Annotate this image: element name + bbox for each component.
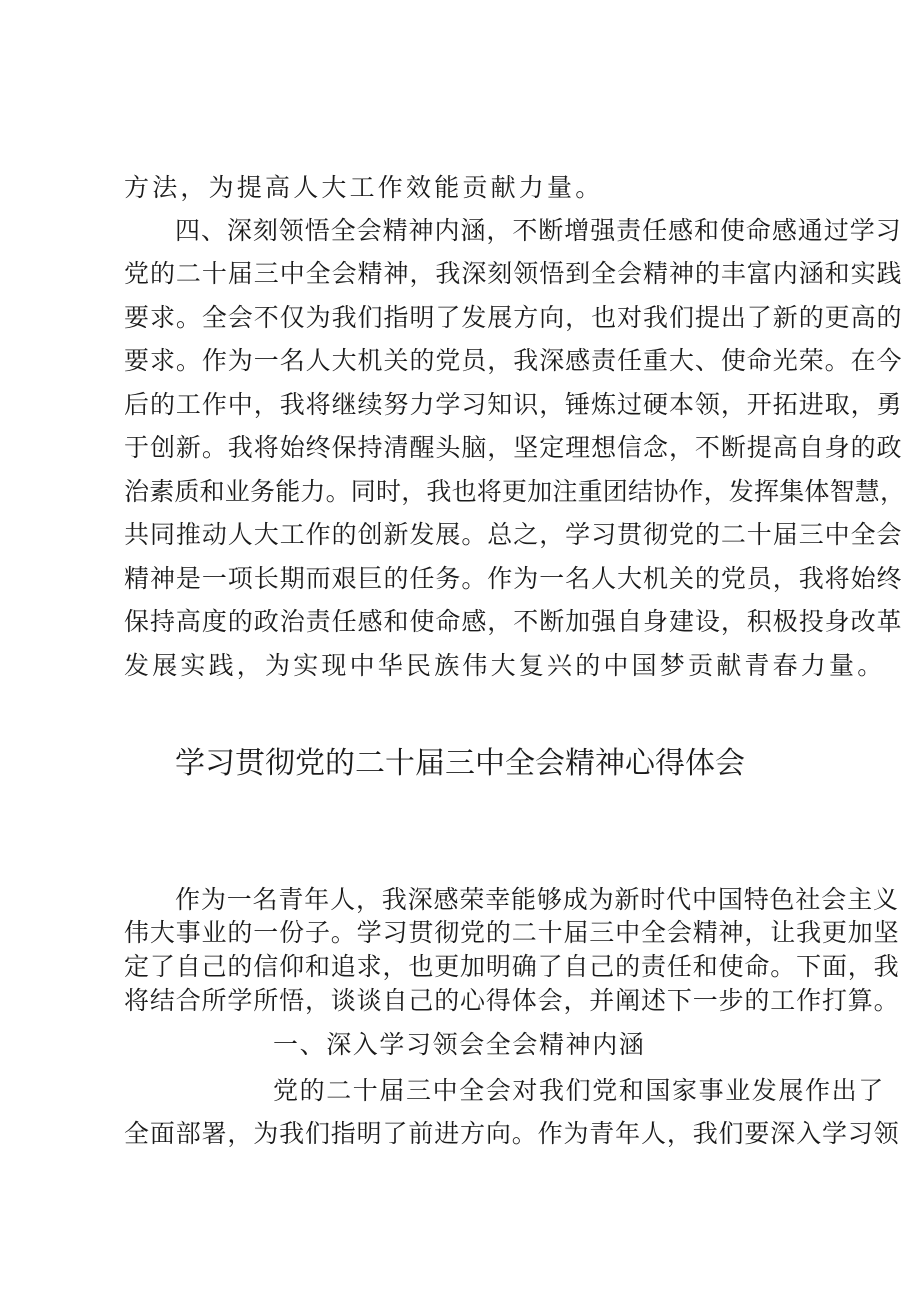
- paragraph-line: 发展实践，为实现中华民族伟大复兴的中国梦贡献青春力量。: [124, 651, 886, 680]
- paragraph-line: 要求。作为一名人大机关的党员，我深感责任重大、使命光荣。在今: [124, 346, 903, 375]
- paragraph-line: 保持高度的政治责任感和使命感，不断加强自身建设，积极投身改革: [124, 607, 903, 636]
- paragraph-line: 共同推动人大工作的创新发展。总之，学习贯彻党的二十届三中全会: [124, 520, 903, 549]
- section-heading-one: 一、深入学习领会全会精神内涵: [273, 1030, 646, 1059]
- section-heading-four: 四、深刻领悟全会精神内涵，不断增强责任感和使命感通过学习: [175, 216, 902, 245]
- paragraph-line: 方法，为提高人大工作效能贡献力量。: [124, 173, 604, 202]
- paragraph-line: 作为一名青年人，我深感荣幸能够成为新时代中国特色社会主义: [175, 885, 899, 914]
- paragraph-line: 将结合所学所悟，谈谈自己的心得体会，并阐述下一步的工作打算。: [124, 986, 900, 1015]
- paragraph-line: 全面部署，为我们指明了前进方向。作为青年人，我们要深入学习领: [124, 1119, 900, 1148]
- paragraph-line: 于创新。我将始终保持清醒头脑，坚定理想信念，不断提高自身的政: [124, 433, 903, 462]
- article-title: 学习贯彻党的二十届三中全会精神心得体会: [175, 746, 745, 781]
- paragraph-line: 要求。全会不仅为我们指明了发展方向，也对我们提出了新的更高的: [124, 303, 903, 332]
- paragraph-line: 定了自己的信仰和追求，也更加明确了自己的责任和使命。下面，我: [124, 952, 900, 981]
- paragraph-line: 伟大事业的一份子。学习贯彻党的二十届三中全会精神，让我更加坚: [124, 918, 900, 947]
- paragraph-line: 后的工作中，我将继续努力学习知识，锤炼过硬本领，开拓进取，勇: [124, 390, 903, 419]
- paragraph-line: 精神是一项长期而艰巨的任务。作为一名人大机关的党员，我将始终: [124, 564, 903, 593]
- paragraph-line: 治素质和业务能力。同时，我也将更加注重团结协作，发挥集体智慧，: [124, 477, 906, 506]
- paragraph-line: 党的二十届三中全会精神，我深刻领悟到全会精神的丰富内涵和实践: [124, 259, 903, 288]
- paragraph-line: 党的二十届三中全会对我们党和国家事业发展作出了: [273, 1076, 885, 1105]
